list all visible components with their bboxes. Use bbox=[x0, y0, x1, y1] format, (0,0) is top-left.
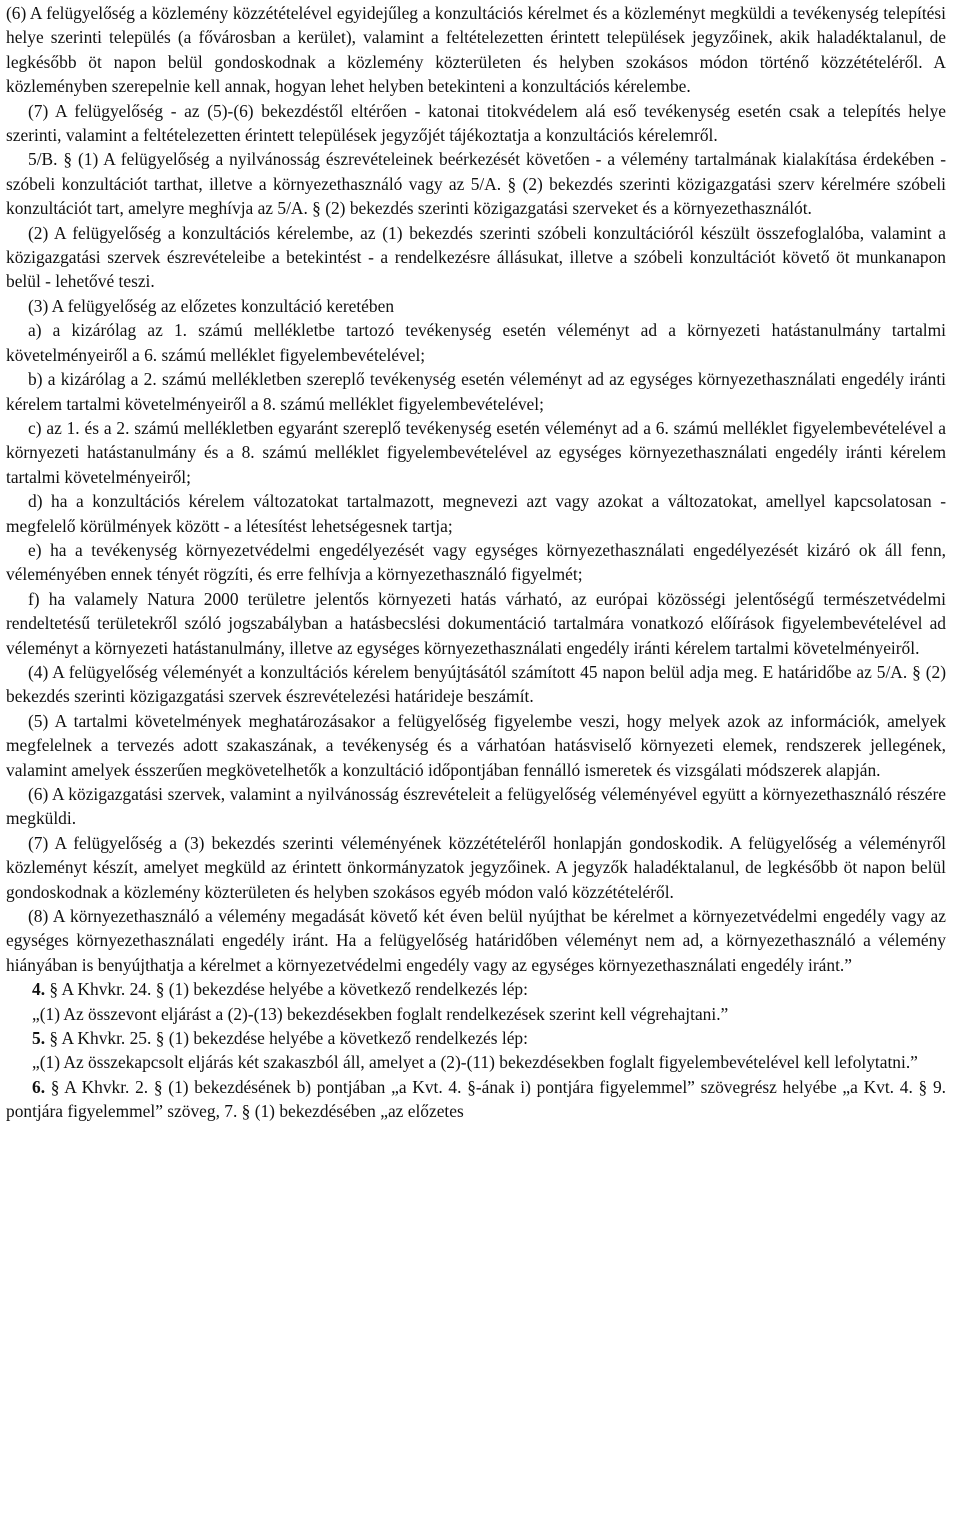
point-e: e) ha a tevékenység környezetvédelmi engedélyezését vagy egységes környezethasználati engedélyezését kizáró ok áll fenn, véleményében ennek tényét rögzíti, és erre felhívja a környezethasználó figyelmét; bbox=[6, 539, 946, 585]
point-f: f) ha valamely Natura 2000 területre jelentős környezeti hatás várható, az európai közösségi jelentőségű természetvédelmi rendeltetésű területekről szóló jogszabályban a hatásbecslési dokumentáció tartalmára vonatkozó előírások figyelembevételével ad véleményt a környezeti hatástanulmány, illetve az egységes környezethasználati engedély iránti kérelem tartalmi követelményeiről. bbox=[6, 588, 946, 658]
amendment-4-heading bbox=[6, 977, 946, 1001]
amendment-5-text: „(1) Az összekapcsolt eljárás két szakaszból áll, amelyet a (2)-(11) bekezdésekben foglalt figyelembevételével kell lefolytatni.” bbox=[32, 1052, 918, 1073]
section-heading-text: § A Khvkr. 24. § (1) bekezdése helyébe a következő rendelkezés lép: bbox=[49, 979, 528, 1000]
section-5b-paragraph-4: (4) A felügyelőség véleményét a konzultációs kérelem benyújtásától számított 45 napon belül adja meg. E határidőbe az 5/A. § (2) bekezdés szerinti közigazgatási szervek észrevételezési határideje beszámít. bbox=[6, 661, 946, 707]
section-number: 4. bbox=[32, 979, 46, 1000]
point-c: c) az 1. és a 2. számú mellékletben egyaránt szereplő tevékenység esetén véleményt ad a 6. számú melléklet figyelembevételével a környezeti hatástanulmány és a 8. számú melléklet figyelembevételével az egységes környezethasználati engedély iránti kérelem tartalmi követelményeiről; bbox=[6, 417, 946, 487]
point-d: d) ha a konzultációs kérelem változatokat tartalmazott, megnevezi azt vagy azokat a változatokat, amellyel kapcsolatosan - megfelelő körülmények között - a létesítést lehetségesnek tartja; bbox=[6, 491, 946, 536]
paragraph-6: (6) A felügyelőség a közlemény közzétételével egyidejűleg a konzultációs kérelmet és a közleményt megküldi a tevékenység telepítési helye szerinti település (a fővárosban a kerület), valamint a feltételezetten érintett települések jegyzőinek, akik haladéktalanul, de legkésőbb öt napon belül gondoskodnak a közlemény közterületen és helyben szokásos módon történő közzétételéről. A közleményben szerepelnie kell annak, hogyan lehet helyben betekinteni a konzultációs kérelembe. bbox=[6, 3, 946, 97]
section-heading-text: § A Khvkr. 2. § (1) bekezdésének b) pontjában „a Kvt. 4. §-ának i) pontjára figyelemmel” szövegrész helyébe „a Kvt. 4. § 9. pontjára figyelemmel” szöveg, 7. § (1) bekezdésében „az előzetes bbox=[6, 1076, 946, 1122]
section-5b-paragraph-1: 5/B. § (1) A felügyelőség a nyilvánosság észrevételeinek beérkezését követően - a vélemény tartalmának kialakítása érdekében - szóbeli konzultációt tarthat, illetve a környezethasználó vagy az 5/A. § (2) bekezdés szerinti közigazgatási szerv kérelmére szóbeli konzultációt tart, amelyre meghívja az 5/A. § (2) bekezdés szerinti közigazgatási szerveket és a környezethasználót. bbox=[6, 149, 946, 219]
amendment-4-text: „(1) Az összevont eljárást a (2)-(13) bekezdésekben foglalt rendelkezések szerint kell végrehajtani.” bbox=[32, 1003, 729, 1024]
amendment-6-heading bbox=[6, 1075, 946, 1124]
section-5b-paragraph-8: (8) A környezethasználó a vélemény megadását követő két éven belül nyújthat be kérelmet a környezetvédelmi engedély vagy az egységes környezethasználati engedély iránt. Ha a felügyelőség határidőben véleményt nem ad, a környezethasználó a vélemény hiányában is benyújthatja a kérelmet a környezetvédelmi engedély vagy az egységes környezethasználati engedély iránt.” bbox=[6, 906, 946, 975]
section-5b-paragraph-2: (2) A felügyelőség a konzultációs kérelembe, az (1) bekezdés szerinti szóbeli konzultációról készült összefoglalóba, valamint a közigazgatási szervek észrevételeibe a betekintést - a rendelkezésre állásukat, illetve a szóbeli konzultációt követő öt munkanapon belül - lehetővé teszi. bbox=[6, 222, 946, 292]
section-number: 5. bbox=[32, 1028, 46, 1049]
section-5b-paragraph-7: (7) A felügyelőség a (3) bekezdés szerinti véleményének közzétételéről honlapján gondoskodik. A felügyelőség a véleményről közleményt készít, amelyet megküld az érintett önkormányzatok jegyzőinek. A jegyzők haladéktalanul, de legkésőbb öt napon belül gondoskodnak a közlemény közterületen és helyben szokásos egyéb módon való közzétételéről. bbox=[6, 832, 946, 902]
section-heading-text: § A Khvkr. 25. § (1) bekezdése helyébe a következő rendelkezés lép: bbox=[49, 1028, 528, 1049]
paragraph-7: (7) A felügyelőség - az (5)-(6) bekezdéstől eltérően - katonai titokvédelem alá eső tevékenység esetén csak a telepítés helye szerinti, valamint a feltételezetten érintett települések jegyzőjét tájékoztatja a konzultációs kérelemről. bbox=[6, 100, 946, 146]
point-a: a) a kizárólag az 1. számú mellékletbe tartozó tevékenység esetén véleményt ad a környezeti hatástanulmány tartalmi követelményeiről a 6. számú melléklet figyelembevételével; bbox=[6, 320, 946, 365]
amendment-5-heading bbox=[6, 1026, 946, 1050]
section-5b-paragraph-6: (6) A közigazgatási szervek, valamint a nyilvánosság észrevételeit a felügyelőség véleményével együtt a környezethasználó részére megküldi. bbox=[6, 784, 946, 829]
section-5b-paragraph-5: (5) A tartalmi követelmények meghatározásakor a felügyelőség figyelembe veszi, hogy melyek azok az információk, amelyek megfelelnek a tervezés adott szakaszának, a tevékenység és a várhatóan hatásviselő környezeti elemek, rendszerek jellegének, valamint amelyek ésszerűen megkövetelhetők a konzultáció időpontjában fennálló ismeretek és vizsgálati módszerek alapján. bbox=[6, 710, 946, 780]
section-number: 6. bbox=[32, 1076, 46, 1097]
section-5b-paragraph-3: (3) A felügyelőség az előzetes konzultáció keretében bbox=[28, 295, 395, 316]
point-b: b) a kizárólag a 2. számú mellékletben szereplő tevékenység esetén véleményt ad az egységes környezethasználati engedély iránti kérelem tartalmi követelményeiről a 8. számú melléklet figyelembevételével; bbox=[6, 369, 946, 414]
